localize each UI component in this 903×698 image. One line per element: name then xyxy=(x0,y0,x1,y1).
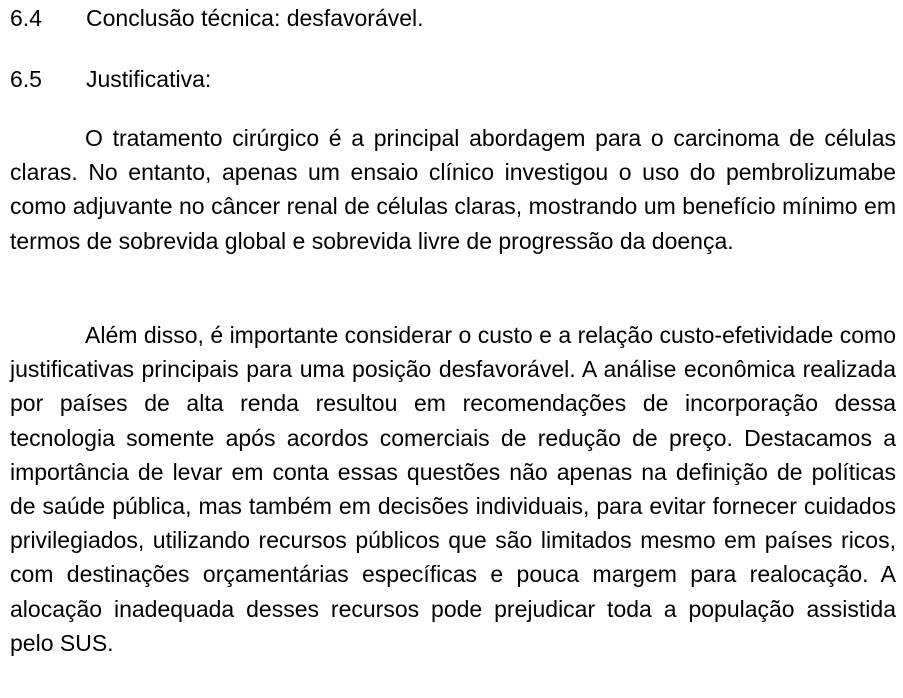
justification-paragraph-2: Além disso, é importante considerar o custo e a relação custo-efetividade como justificativas principais para uma posição desfavorável. A análise econômica realizada por países de alta renda resultou em recomendações de incorporação dessa tecnologia somente após acordos comerciais de redução de preço. Destacamos a importância de levar em conta essas questões não apenas na definição de políticas de saúde pública, mas também em decisões individuais, para evitar fornecer cuidados privilegiados, utilizando recursos públicos que são limitados mesmo em países ricos, com destinações orçamentárias específicas e pouca margem para realocação. A alocação inadequada desses recursos pode prejudicar toda a população assistida pelo SUS. xyxy=(10,322,896,656)
section-heading-6-4 xyxy=(10,5,424,31)
section-heading-6-5 xyxy=(10,66,211,92)
section-number: 6.5 xyxy=(10,66,42,92)
section-title: Justificativa: xyxy=(86,66,212,92)
justification-paragraph-1: O tratamento cirúrgico é a principal abordagem para o carcinoma de células claras. No entanto, apenas um ensaio clínico investigou o uso do pembrolizumabe como adjuvante no câncer renal de células claras, mostrando um benefício mínimo em termos de sobrevida global e sobrevida livre de progressão da doença. xyxy=(10,125,896,254)
section-title: Conclusão técnica: desfavorável. xyxy=(86,5,424,31)
section-number: 6.4 xyxy=(10,5,42,31)
